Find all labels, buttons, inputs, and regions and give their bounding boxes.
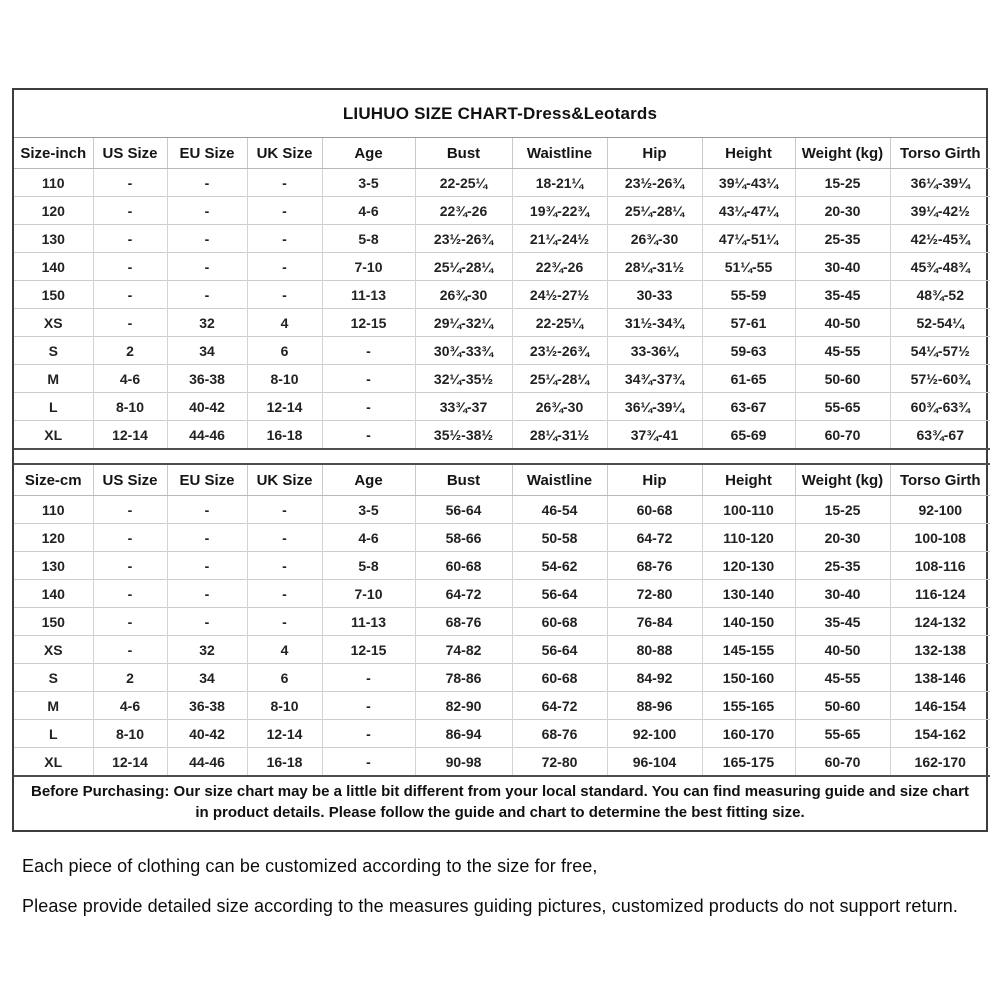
table-cell: 3-5: [322, 496, 415, 524]
table-cell: 36¼-39¼: [890, 169, 990, 197]
table-row: [14, 421, 990, 450]
table-cell: 116-124: [890, 580, 990, 608]
table-cell: 84-92: [607, 664, 702, 692]
table-cell: 25¼-28¼: [607, 197, 702, 225]
table-cell: 12-15: [322, 636, 415, 664]
table-cell: -: [167, 608, 247, 636]
table-cell: 90-98: [415, 748, 512, 777]
table-cell: 22-25¼: [415, 169, 512, 197]
table-cell: 20-30: [795, 197, 890, 225]
table-cell: -: [322, 421, 415, 450]
table-cell: 32: [167, 636, 247, 664]
table-cell: 145-155: [702, 636, 795, 664]
table-cell: -: [93, 309, 167, 337]
table-row: [14, 253, 990, 281]
table-body-cm: [14, 496, 990, 777]
footer-note-return-policy: Please provide detailed size according to the measures guiding pictures, customized products do not support return.: [22, 896, 959, 916]
table-cell: 60-68: [607, 496, 702, 524]
table-cell: 4-6: [93, 365, 167, 393]
table-cell: 54-62: [512, 552, 607, 580]
table-cell: 76-84: [607, 608, 702, 636]
table-cell: 40-50: [795, 636, 890, 664]
table-cell: 5-8: [322, 552, 415, 580]
table-cell: 46-54: [512, 496, 607, 524]
table-cell: 45¾-48¾: [890, 253, 990, 281]
column-header: Size-inch: [14, 138, 93, 169]
table-cell: 92-100: [890, 496, 990, 524]
table-cell: 43¼-47¼: [702, 197, 795, 225]
table-cell: -: [93, 281, 167, 309]
table-cell: 82-90: [415, 692, 512, 720]
table-row: [14, 720, 990, 748]
table-cell: 68-76: [512, 720, 607, 748]
table-cell: 35-45: [795, 608, 890, 636]
table-cell: 74-82: [415, 636, 512, 664]
column-header: Weight (kg): [795, 138, 890, 169]
column-header: US Size: [93, 138, 167, 169]
table-cell: 165-175: [702, 748, 795, 777]
table-cell: 39¼-42½: [890, 197, 990, 225]
table-cell: 12-14: [93, 421, 167, 450]
table-cell: 23½-26¾: [512, 337, 607, 365]
table-cell: 40-42: [167, 393, 247, 421]
table-cell: 32¼-35½: [415, 365, 512, 393]
table-cell: -: [167, 524, 247, 552]
table-cell: 26¾-30: [415, 281, 512, 309]
column-header: EU Size: [167, 464, 247, 496]
table-cell: S: [14, 337, 93, 365]
column-header: Weight (kg): [795, 464, 890, 496]
table-cell: -: [247, 169, 322, 197]
table-cell: XL: [14, 421, 93, 450]
column-header: Size-cm: [14, 464, 93, 496]
table-cell: 4: [247, 309, 322, 337]
table-cell: 22¾-26: [415, 197, 512, 225]
table-cell: 86-94: [415, 720, 512, 748]
table-cell: -: [322, 365, 415, 393]
table-cell: 6: [247, 337, 322, 365]
table-cell: XS: [14, 636, 93, 664]
table-cell: 108-116: [890, 552, 990, 580]
table-cell: 58-66: [415, 524, 512, 552]
column-header: Hip: [607, 464, 702, 496]
column-header: UK Size: [247, 464, 322, 496]
table-separator: [14, 450, 986, 463]
table-cell: 47¼-51¼: [702, 225, 795, 253]
table-cell: 18-21¼: [512, 169, 607, 197]
table-cell: 30-40: [795, 253, 890, 281]
column-header: US Size: [93, 464, 167, 496]
table-cell: 40-42: [167, 720, 247, 748]
table-cell: 64-72: [607, 524, 702, 552]
table-cell: 54¼-57½: [890, 337, 990, 365]
table-cell: L: [14, 393, 93, 421]
table-cell: 31½-34¾: [607, 309, 702, 337]
table-cell: 25¼-28¼: [512, 365, 607, 393]
table-cell: 88-96: [607, 692, 702, 720]
table-cell: M: [14, 692, 93, 720]
table-cell: 92-100: [607, 720, 702, 748]
table-cell: -: [167, 496, 247, 524]
table-cell: -: [322, 720, 415, 748]
table-cell: 12-14: [247, 393, 322, 421]
table-cell: 34: [167, 664, 247, 692]
table-cell: 45-55: [795, 664, 890, 692]
table-cell: 39¼-43¼: [702, 169, 795, 197]
table-cell: 37¾-41: [607, 421, 702, 450]
header-row-cm: [14, 464, 990, 496]
table-cell: 44-46: [167, 748, 247, 777]
table-cell: 8-10: [93, 720, 167, 748]
table-row: [14, 580, 990, 608]
table-cell: 4-6: [322, 197, 415, 225]
table-cell: -: [167, 253, 247, 281]
table-row: [14, 337, 990, 365]
column-header: Height: [702, 138, 795, 169]
table-cell: 56-64: [415, 496, 512, 524]
table-cell: 7-10: [322, 253, 415, 281]
table-cell: -: [93, 197, 167, 225]
table-cell: 19¾-22¾: [512, 197, 607, 225]
table-cell: -: [167, 281, 247, 309]
table-row: [14, 496, 990, 524]
table-cell: 50-60: [795, 365, 890, 393]
table-cell: -: [247, 524, 322, 552]
table-row: [14, 169, 990, 197]
table-cell: 160-170: [702, 720, 795, 748]
table-cell: -: [322, 692, 415, 720]
header-row-inch: [14, 138, 990, 169]
table-row: [14, 664, 990, 692]
table-cell: 100-110: [702, 496, 795, 524]
table-cell: 72-80: [607, 580, 702, 608]
table-cell: L: [14, 720, 93, 748]
table-cell: -: [247, 580, 322, 608]
table-cell: 4: [247, 636, 322, 664]
table-row: [14, 225, 990, 253]
table-cell: 68-76: [607, 552, 702, 580]
table-cell: -: [247, 197, 322, 225]
table-cell: 30¾-33¾: [415, 337, 512, 365]
table-cell: -: [247, 608, 322, 636]
table-cell: 11-13: [322, 281, 415, 309]
column-header: Waistline: [512, 138, 607, 169]
table-cell: 51¼-55: [702, 253, 795, 281]
table-cell: 63¾-67: [890, 421, 990, 450]
table-cell: 30-40: [795, 580, 890, 608]
column-header: EU Size: [167, 138, 247, 169]
table-cell: 56-64: [512, 580, 607, 608]
table-cell: 24½-27½: [512, 281, 607, 309]
size-table-cm: [14, 463, 990, 777]
table-cell: 155-165: [702, 692, 795, 720]
footer-notes: [22, 856, 978, 936]
table-cell: 59-63: [702, 337, 795, 365]
table-cell: 55-65: [795, 720, 890, 748]
table-cell: 120: [14, 197, 93, 225]
column-header: Bust: [415, 464, 512, 496]
table-cell: 138-146: [890, 664, 990, 692]
table-cell: 29¼-32¼: [415, 309, 512, 337]
table-cell: 12-14: [93, 748, 167, 777]
table-cell: 28¼-31½: [512, 421, 607, 450]
table-cell: 146-154: [890, 692, 990, 720]
table-cell: 23½-26¾: [415, 225, 512, 253]
table-cell: -: [322, 337, 415, 365]
table-cell: -: [93, 496, 167, 524]
table-cell: 34: [167, 337, 247, 365]
table-cell: 150: [14, 608, 93, 636]
table-cell: -: [93, 608, 167, 636]
table-cell: 110: [41, 501, 65, 518]
table-cell: 64-72: [415, 580, 512, 608]
table-row: [14, 309, 990, 337]
column-header: Waistline: [512, 464, 607, 496]
table-cell: 12-15: [322, 309, 415, 337]
table-cell: 124-132: [890, 608, 990, 636]
table-cell: 60-68: [512, 608, 607, 636]
table-row: [14, 692, 990, 720]
table-cell: 154-162: [890, 720, 990, 748]
table-cell: -: [167, 169, 247, 197]
table-cell: 36-38: [167, 365, 247, 393]
table-cell: 25¼-28¼: [415, 253, 512, 281]
table-cell: -: [322, 664, 415, 692]
table-cell: 25-35: [795, 552, 890, 580]
table-cell: 96-104: [607, 748, 702, 777]
column-header: Age: [322, 464, 415, 496]
column-header: Bust: [415, 138, 512, 169]
table-cell: 132-138: [890, 636, 990, 664]
table-cell: 6: [247, 664, 322, 692]
table-row: [14, 365, 990, 393]
table-cell: 78-86: [415, 664, 512, 692]
table-cell: 8-10: [247, 692, 322, 720]
table-cell: 34¾-37¾: [607, 365, 702, 393]
table-cell: 44-46: [167, 421, 247, 450]
table-cell: -: [167, 580, 247, 608]
table-cell: -: [93, 552, 167, 580]
table-cell: 5-8: [322, 225, 415, 253]
table-cell: 36-38: [167, 692, 247, 720]
table-cell: 61-65: [702, 365, 795, 393]
table-row: [14, 608, 990, 636]
table-cell: 52-54¼: [890, 309, 990, 337]
table-cell: 45-55: [795, 337, 890, 365]
table-cell: 130: [14, 552, 93, 580]
table-cell: 50-58: [512, 524, 607, 552]
table-row: [14, 552, 990, 580]
column-header: Torso Girth: [890, 138, 990, 169]
table-cell: 4-6: [322, 524, 415, 552]
table-cell: 22¾-26: [512, 253, 607, 281]
column-header: UK Size: [247, 138, 322, 169]
footer-note-customization: Each piece of clothing can be customized according to the size for free,: [22, 856, 598, 876]
table-cell: -: [93, 225, 167, 253]
page-title: LIUHUO SIZE CHART-Dress&Leotards: [14, 90, 986, 138]
table-cell: 42½-45¾: [890, 225, 990, 253]
table-cell: 15-25: [795, 169, 890, 197]
table-cell: 80-88: [607, 636, 702, 664]
table-cell: 35-45: [795, 281, 890, 309]
table-cell: 100-108: [890, 524, 990, 552]
table-cell: 110-120: [702, 524, 795, 552]
table-row: [14, 524, 990, 552]
table-cell: -: [167, 552, 247, 580]
table-cell: -: [247, 225, 322, 253]
table-cell: 56-64: [512, 636, 607, 664]
table-cell: 64-72: [512, 692, 607, 720]
table-cell: -: [247, 281, 322, 309]
table-cell: 7-10: [322, 580, 415, 608]
table-cell: 11-13: [322, 608, 415, 636]
table-row: [14, 636, 990, 664]
table-cell: 162-170: [890, 748, 990, 777]
table-cell: 60-68: [415, 552, 512, 580]
table-cell: 50-60: [795, 692, 890, 720]
table-cell: 140: [14, 253, 93, 281]
table-cell: 57½-60¾: [890, 365, 990, 393]
table-cell: 60-70: [795, 748, 890, 777]
table-cell: 30-33: [607, 281, 702, 309]
table-cell: 16-18: [247, 421, 322, 450]
table-cell: 110: [41, 174, 65, 191]
table-cell: 40-50: [795, 309, 890, 337]
table-cell: 33¾-37: [415, 393, 512, 421]
column-header: Height: [702, 464, 795, 496]
table-row: [14, 197, 990, 225]
table-cell: 21¼-24½: [512, 225, 607, 253]
size-chart-box: [12, 88, 988, 832]
table-cell: XL: [14, 748, 93, 777]
table-cell: -: [167, 197, 247, 225]
table-cell: 16-18: [247, 748, 322, 777]
table-cell: 26¾-30: [512, 393, 607, 421]
table-cell: 68-76: [415, 608, 512, 636]
table-cell: 57-61: [702, 309, 795, 337]
table-cell: 25-35: [795, 225, 890, 253]
table-cell: 120: [14, 524, 93, 552]
table-cell: 26¾-30: [607, 225, 702, 253]
table-cell: 22-25¼: [512, 309, 607, 337]
table-cell: 48¾-52: [890, 281, 990, 309]
table-row: [14, 393, 990, 421]
table-cell: S: [14, 664, 93, 692]
table-cell: -: [93, 636, 167, 664]
table-cell: -: [322, 393, 415, 421]
table-cell: -: [247, 496, 322, 524]
column-header: Age: [322, 138, 415, 169]
table-cell: 8-10: [247, 365, 322, 393]
table-cell: 55-65: [795, 393, 890, 421]
table-cell: 65-69: [702, 421, 795, 450]
column-header: Torso Girth: [890, 464, 990, 496]
table-cell: 32: [167, 309, 247, 337]
table-cell: 3-5: [322, 169, 415, 197]
table-cell: 72-80: [512, 748, 607, 777]
purchase-note: Before Purchasing: Our size chart may be a little bit different from your local standard. You can find measuring guide and size chart in product details. Please follow the guide and chart to determine the best fitting size.: [31, 783, 969, 822]
table-cell: -: [247, 253, 322, 281]
table-cell: 23½-26¾: [607, 169, 702, 197]
table-cell: 35½-38½: [415, 421, 512, 450]
table-cell: 12-14: [247, 720, 322, 748]
table-cell: M: [14, 365, 93, 393]
table-cell: -: [322, 748, 415, 777]
table-cell: 15-25: [795, 496, 890, 524]
table-cell: 2: [93, 337, 167, 365]
table-cell: XS: [14, 309, 93, 337]
table-cell: 140-150: [702, 608, 795, 636]
table-cell: 140: [14, 580, 93, 608]
table-cell: 55-59: [702, 281, 795, 309]
table-cell: 33-36¼: [607, 337, 702, 365]
column-header: Hip: [607, 138, 702, 169]
table-cell: 150-160: [702, 664, 795, 692]
table-cell: -: [167, 225, 247, 253]
table-cell: 63-67: [702, 393, 795, 421]
table-cell: -: [93, 524, 167, 552]
table-body-inch: [14, 169, 990, 450]
table-cell: 60¾-63¾: [890, 393, 990, 421]
table-cell: 36¼-39¼: [607, 393, 702, 421]
table-cell: 8-10: [93, 393, 167, 421]
table-row: [14, 281, 990, 309]
table-row: [14, 748, 990, 777]
size-table-inch: [14, 138, 990, 450]
table-cell: 120-130: [702, 552, 795, 580]
table-cell: 130: [14, 225, 93, 253]
table-cell: 28¼-31½: [607, 253, 702, 281]
table-cell: 130-140: [702, 580, 795, 608]
table-cell: 20-30: [795, 524, 890, 552]
table-cell: -: [247, 552, 322, 580]
table-cell: 2: [93, 664, 167, 692]
table-cell: -: [93, 169, 167, 197]
table-cell: -: [93, 580, 167, 608]
table-cell: 150: [14, 281, 93, 309]
table-cell: 4-6: [93, 692, 167, 720]
table-cell: 60-68: [512, 664, 607, 692]
table-cell: 60-70: [795, 421, 890, 450]
table-cell: -: [93, 253, 167, 281]
